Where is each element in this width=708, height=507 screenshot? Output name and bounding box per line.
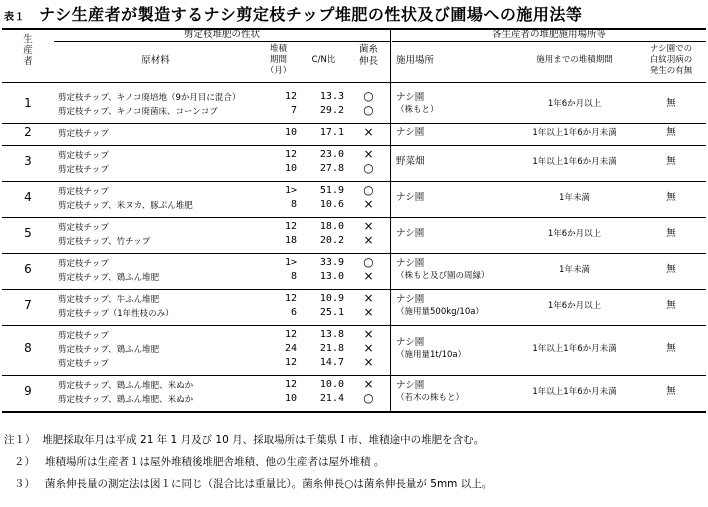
hyphae-cell: ○: [363, 183, 374, 197]
cn-header: C/N比: [311, 55, 336, 65]
period-cell: 8: [290, 199, 297, 210]
group-rule: [2, 181, 706, 182]
duration-cell: 1年以上1年6か月未満: [532, 344, 617, 354]
cn-cell: 14.7: [319, 357, 344, 368]
hyphae-cell: ×: [363, 269, 374, 283]
header-group1-rule: [54, 41, 390, 42]
table-caption: ナシ生産者が製造するナシ剪定枝チップ堆肥の性状及び圃場への施用法等: [39, 5, 583, 24]
producer-cell: 7: [24, 298, 32, 312]
place-cell: ナシ園: [396, 127, 425, 138]
hyphae-cell: ×: [363, 233, 374, 247]
material-cell: 剪定枝チップ: [58, 165, 109, 175]
table-number: 表１: [4, 12, 25, 23]
producer-header-char: 者: [23, 56, 33, 67]
group-divider-body: [390, 82, 391, 411]
period-cell: 1>: [284, 185, 297, 196]
material-cell: 剪定枝チップ: [58, 359, 109, 369]
place-sub-cell: （施用量500kg/10a）: [396, 307, 484, 317]
group-rule: [2, 375, 706, 376]
place-header: 施用場所: [396, 55, 435, 66]
producer-cell: 5: [24, 226, 32, 240]
material-cell: 剪定枝チップ、キノコ廃菌床、コーンコブ: [58, 107, 218, 117]
disease-cell: 無: [666, 192, 676, 203]
disease-header-line: ナシ園での: [649, 44, 693, 54]
place-sub-cell: （若木の株もと）: [396, 393, 465, 403]
cn-cell: 10.0: [319, 379, 344, 390]
duration-cell: 1年以上1年6か月未満: [532, 157, 617, 167]
hyphae-cell: ×: [363, 355, 374, 369]
producer-cell: 9: [24, 384, 32, 398]
producer-header-char: 生: [23, 34, 33, 45]
place-cell: ナシ園: [396, 294, 425, 305]
disease-cell: 無: [666, 98, 676, 109]
table-bottom-rule: [2, 411, 706, 413]
duration-cell: 1年未満: [559, 265, 590, 275]
period-cell: 18: [284, 235, 297, 246]
cn-cell: 17.1: [319, 127, 344, 138]
disease-header-line: 白紋羽病の: [649, 55, 693, 65]
note-3: [14, 476, 492, 491]
place-cell: ナシ園: [396, 337, 425, 348]
duration-header: 施用までの堆積期間: [536, 55, 613, 65]
hyphae-cell: ×: [363, 125, 374, 139]
cn-cell: 13.3: [319, 91, 344, 102]
cn-cell: 13.0: [319, 271, 344, 282]
period-cell: 24: [284, 343, 297, 354]
hyphae-cell: ○: [363, 255, 374, 269]
group-divider-header: [390, 28, 391, 82]
hyphae-cell: ○: [363, 103, 374, 117]
cn-cell: 21.4: [319, 393, 344, 404]
cn-cell: 10.6: [319, 199, 344, 210]
period-cell: 6: [290, 307, 297, 318]
period-cell: 10: [284, 127, 297, 138]
place-sub-cell: （株もと及び園の周縁）: [396, 271, 490, 281]
note-2-text: 堆積場所は生産者１は屋外堆積後堆肥舎堆積、他の生産者は屋外堆積 。: [45, 456, 385, 468]
group-rule: [2, 253, 706, 254]
hyphae-cell: ×: [363, 305, 374, 319]
period-cell: 1>: [284, 257, 297, 268]
disease-header-line: 発生の有無: [649, 66, 693, 76]
hyphae-cell: ×: [363, 327, 374, 341]
material-cell: 剪定枝チップ、キノコ廃培地（9か月目に混合）: [58, 93, 241, 103]
material-cell: 剪定枝チップ: [58, 223, 109, 233]
cn-cell: 23.0: [319, 149, 344, 160]
disease-cell: 無: [666, 156, 676, 167]
material-cell: 剪定枝チップ（1年性枝のみ）: [58, 309, 174, 319]
hyphae-cell: ○: [363, 391, 374, 405]
note-3-text: 菌糸伸長量の測定法は図１に同じ（混合比は重量比）。菌糸伸長○は菌糸伸長量が 5mm 以上。: [45, 478, 493, 490]
duration-cell: 1年以上1年6か月未満: [532, 387, 617, 397]
note-1-label: 注１）: [4, 434, 36, 446]
period-cell: 12: [284, 357, 297, 368]
group-rule: [2, 145, 706, 146]
material-cell: 剪定枝チップ、鶏ふん堆肥、米ぬか: [58, 381, 194, 391]
group-rule: [2, 289, 706, 290]
period-cell: 12: [284, 293, 297, 304]
period-cell: 12: [284, 221, 297, 232]
material-cell: 剪定枝チップ、竹チップ: [58, 237, 151, 247]
material-cell: 剪定枝チップ: [58, 331, 109, 341]
material-cell: 剪定枝チップ、牛ふん堆肥: [58, 295, 160, 305]
producer-header-char: 産: [23, 45, 33, 56]
producer-cell: 8: [24, 341, 32, 355]
hyphae-cell: ○: [363, 161, 374, 175]
disease-cell: 無: [666, 386, 676, 397]
group2-header: 各生産者の堆肥施用場所等: [491, 29, 606, 40]
group-rule: [2, 325, 706, 326]
period-header-line: 堆積: [269, 44, 287, 54]
producer-cell: 1: [24, 96, 32, 110]
disease-cell: 無: [666, 228, 676, 239]
material-header: 原材料: [141, 55, 170, 66]
period-cell: 12: [284, 149, 297, 160]
hyphae-cell: ×: [363, 291, 374, 305]
period-cell: 12: [284, 329, 297, 340]
producer-cell: 4: [24, 190, 32, 204]
cn-cell: 10.9: [319, 293, 344, 304]
hyphae-cell: ×: [363, 219, 374, 233]
cn-cell: 51.9: [319, 185, 344, 196]
duration-cell: 1年6か月以上: [547, 301, 602, 311]
cn-cell: 25.1: [319, 307, 344, 318]
period-cell: 12: [284, 379, 297, 390]
duration-cell: 1年以上1年6か月未満: [532, 128, 617, 138]
period-cell: 10: [284, 393, 297, 404]
cn-cell: 20.2: [319, 235, 344, 246]
material-cell: 剪定枝チップ: [58, 151, 109, 161]
duration-cell: 1年6か月以上: [547, 99, 602, 109]
header-bottom-rule: [2, 82, 706, 83]
cn-cell: 21.8: [319, 343, 344, 354]
producer-cell: 3: [24, 154, 32, 168]
disease-cell: 無: [666, 264, 676, 275]
place-cell: 野菜畑: [396, 156, 425, 167]
disease-cell: 無: [666, 343, 676, 354]
material-cell: 剪定枝チップ、鶏ふん堆肥: [58, 273, 160, 283]
hyphae-cell: ×: [363, 147, 374, 161]
hyphae-cell: ○: [363, 89, 374, 103]
period-header-line: （月）: [265, 66, 292, 76]
place-sub-cell: （株もと）: [396, 105, 439, 115]
place-cell: ナシ園: [396, 258, 425, 269]
period-cell: 7: [290, 105, 297, 116]
period-header-line: 期間: [269, 55, 287, 65]
material-cell: 剪定枝チップ: [58, 129, 109, 139]
period-cell: 10: [284, 163, 297, 174]
cn-cell: 13.8: [319, 329, 344, 340]
material-cell: 剪定枝チップ、米ヌカ、豚ぷん堆肥: [58, 201, 193, 211]
place-cell: ナシ園: [396, 92, 425, 103]
hyphae-cell: ×: [363, 377, 374, 391]
note-2-label: ２）: [14, 456, 35, 468]
place-cell: ナシ園: [396, 192, 425, 203]
header-group2-rule: [392, 41, 706, 42]
material-cell: 剪定枝チップ: [58, 187, 109, 197]
place-cell: ナシ園: [396, 228, 425, 239]
cn-cell: 27.8: [319, 163, 344, 174]
place-sub-cell: （施用量1t/10a）: [396, 350, 467, 360]
period-cell: 8: [290, 271, 297, 282]
producer-cell: 6: [24, 262, 32, 276]
period-cell: 12: [284, 91, 297, 102]
hyphae-cell: ×: [363, 341, 374, 355]
hyphae-cell: ×: [363, 197, 374, 211]
producer-cell: 2: [24, 125, 32, 139]
hyphae-header-line: 伸長: [358, 56, 378, 67]
duration-cell: 1年未満: [559, 193, 590, 203]
group-rule: [2, 217, 706, 218]
disease-cell: 無: [666, 127, 676, 138]
duration-cell: 1年6か月以上: [547, 229, 602, 239]
cn-cell: 33.9: [319, 257, 344, 268]
material-cell: 剪定枝チップ: [58, 259, 109, 269]
group-rule: [2, 123, 706, 124]
place-cell: ナシ園: [396, 380, 425, 391]
material-cell: 剪定枝チップ、鶏ふん堆肥、米ぬか: [58, 395, 194, 405]
note-1: [4, 432, 484, 447]
cn-cell: 18.0: [319, 221, 344, 232]
disease-cell: 無: [666, 300, 676, 311]
cn-cell: 29.2: [319, 105, 344, 116]
group1-header: 剪定枝堆肥の性状: [183, 29, 260, 40]
note-2: [14, 454, 384, 469]
note-3-label: ３）: [14, 478, 35, 490]
material-cell: 剪定枝チップ、鶏ふん堆肥: [58, 345, 160, 355]
hyphae-header-line: 菌糸: [358, 44, 378, 55]
note-1-text: 堆肥採取年月は平成 21 年 1 月及び 10 月、採取場所は千葉県Ｉ市、堆積途中の堆肥を含む。: [42, 434, 485, 446]
